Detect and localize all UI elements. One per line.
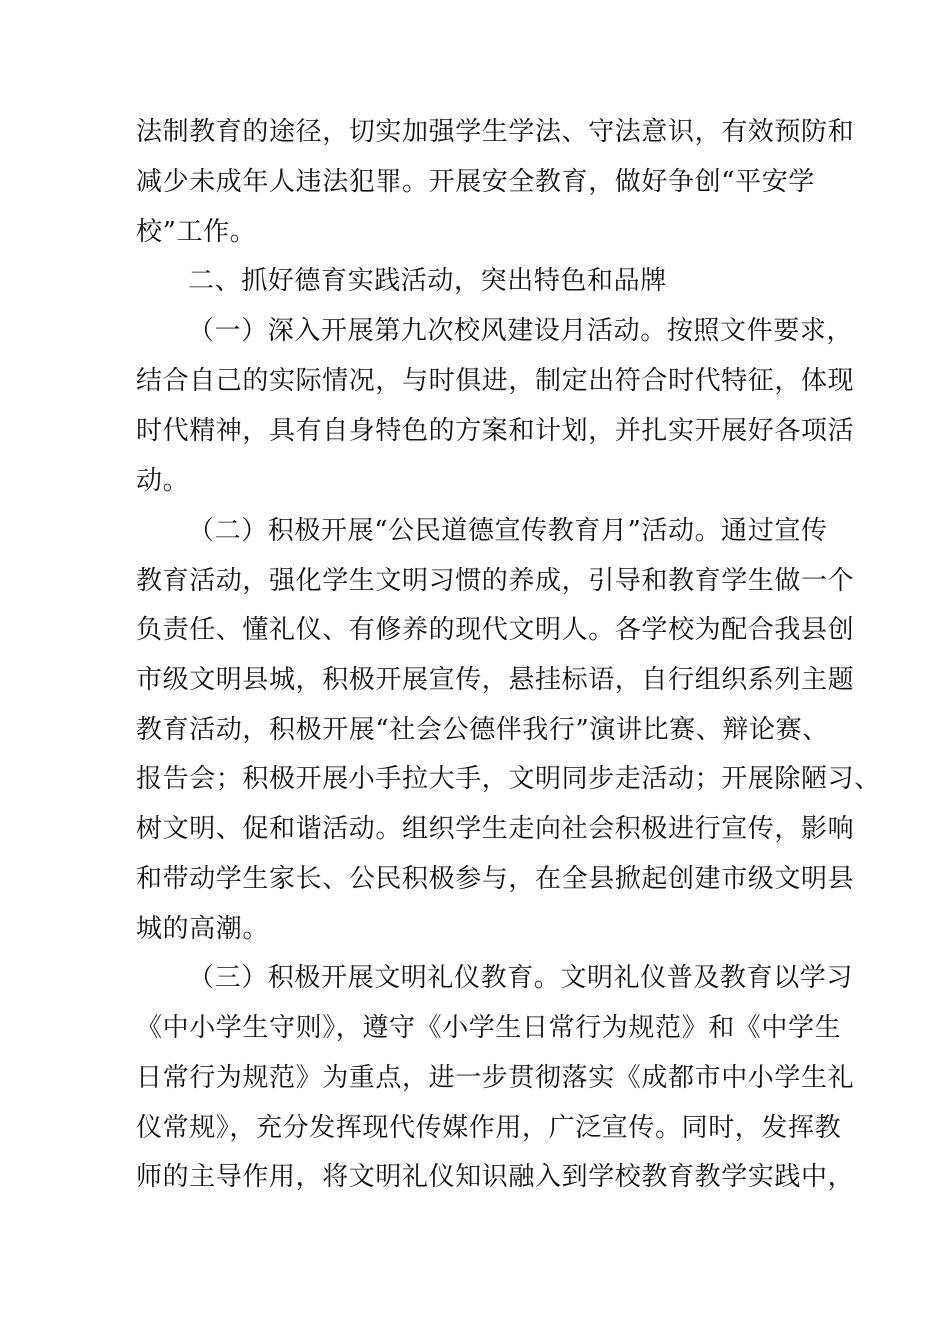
text-line: 法制教育的途径，切实加强学生学法、守法意识，有效预防和 bbox=[136, 117, 855, 147]
text-line: 市级文明县城，积极开展宣传，悬挂标语，自行组织系列主题 bbox=[136, 665, 855, 695]
text-line: 城的高潮。 bbox=[136, 914, 270, 944]
text-line: 《中小学生守则》，遵守《小学生日常行为规范》和《中学生 bbox=[136, 1013, 842, 1043]
text-line: 减少未成年人违法犯罪。开展安全教育，做好争创“平安学 bbox=[136, 167, 815, 197]
text-line: 教育活动，强化学生文明习惯的养成，引导和教育学生做一个 bbox=[136, 566, 855, 596]
text-line: 树文明、促和谐活动。组织学生走向社会积极进行宣传，影响 bbox=[136, 814, 855, 844]
text-line: （二）积极开展“公民道德宣传教育月”活动。通过宣传 bbox=[188, 516, 828, 546]
text-line: 时代精神，具有自身特色的方案和计划，并扎实开展好各项活 bbox=[136, 416, 855, 446]
text-line: 负责任、懂礼仪、有修养的现代文明人。各学校为配合我县创 bbox=[136, 615, 855, 645]
text-line: （三）积极开展文明礼仪教育。文明礼仪普及教育以学习 bbox=[188, 963, 854, 993]
text-line: 和带动学生家长、公民积极参与，在全县掀起创建市级文明县 bbox=[136, 864, 855, 894]
text-line: 结合自己的实际情况，与时俱进，制定出符合时代特征，体现 bbox=[136, 366, 855, 396]
text-line: 校”工作。 bbox=[136, 217, 257, 247]
text-line: 日常行为规范》为重点，进一步贯彻落实《成都市中小学生礼 bbox=[136, 1063, 855, 1093]
text-line: 教育活动，积极开展“社会公德伴我行”演讲比赛、辩论赛、 bbox=[136, 715, 829, 745]
text-line: 仪常规》，充分发挥现代传媒作用，广泛宣传。同时，发挥教 bbox=[136, 1113, 842, 1143]
section-heading: 二、抓好德育实践活动，突出特色和品牌 bbox=[188, 266, 667, 296]
text-line: （一）深入开展第九次校风建设月活动。按照文件要求， bbox=[188, 316, 854, 346]
text-line: 报告会；积极开展小手拉大手，文明同步走活动；开展除陋习、 bbox=[136, 764, 881, 794]
text-line: 师的主导作用，将文明礼仪知识融入到学校教育教学实践中， bbox=[136, 1162, 855, 1192]
text-line: 动。 bbox=[136, 466, 190, 496]
